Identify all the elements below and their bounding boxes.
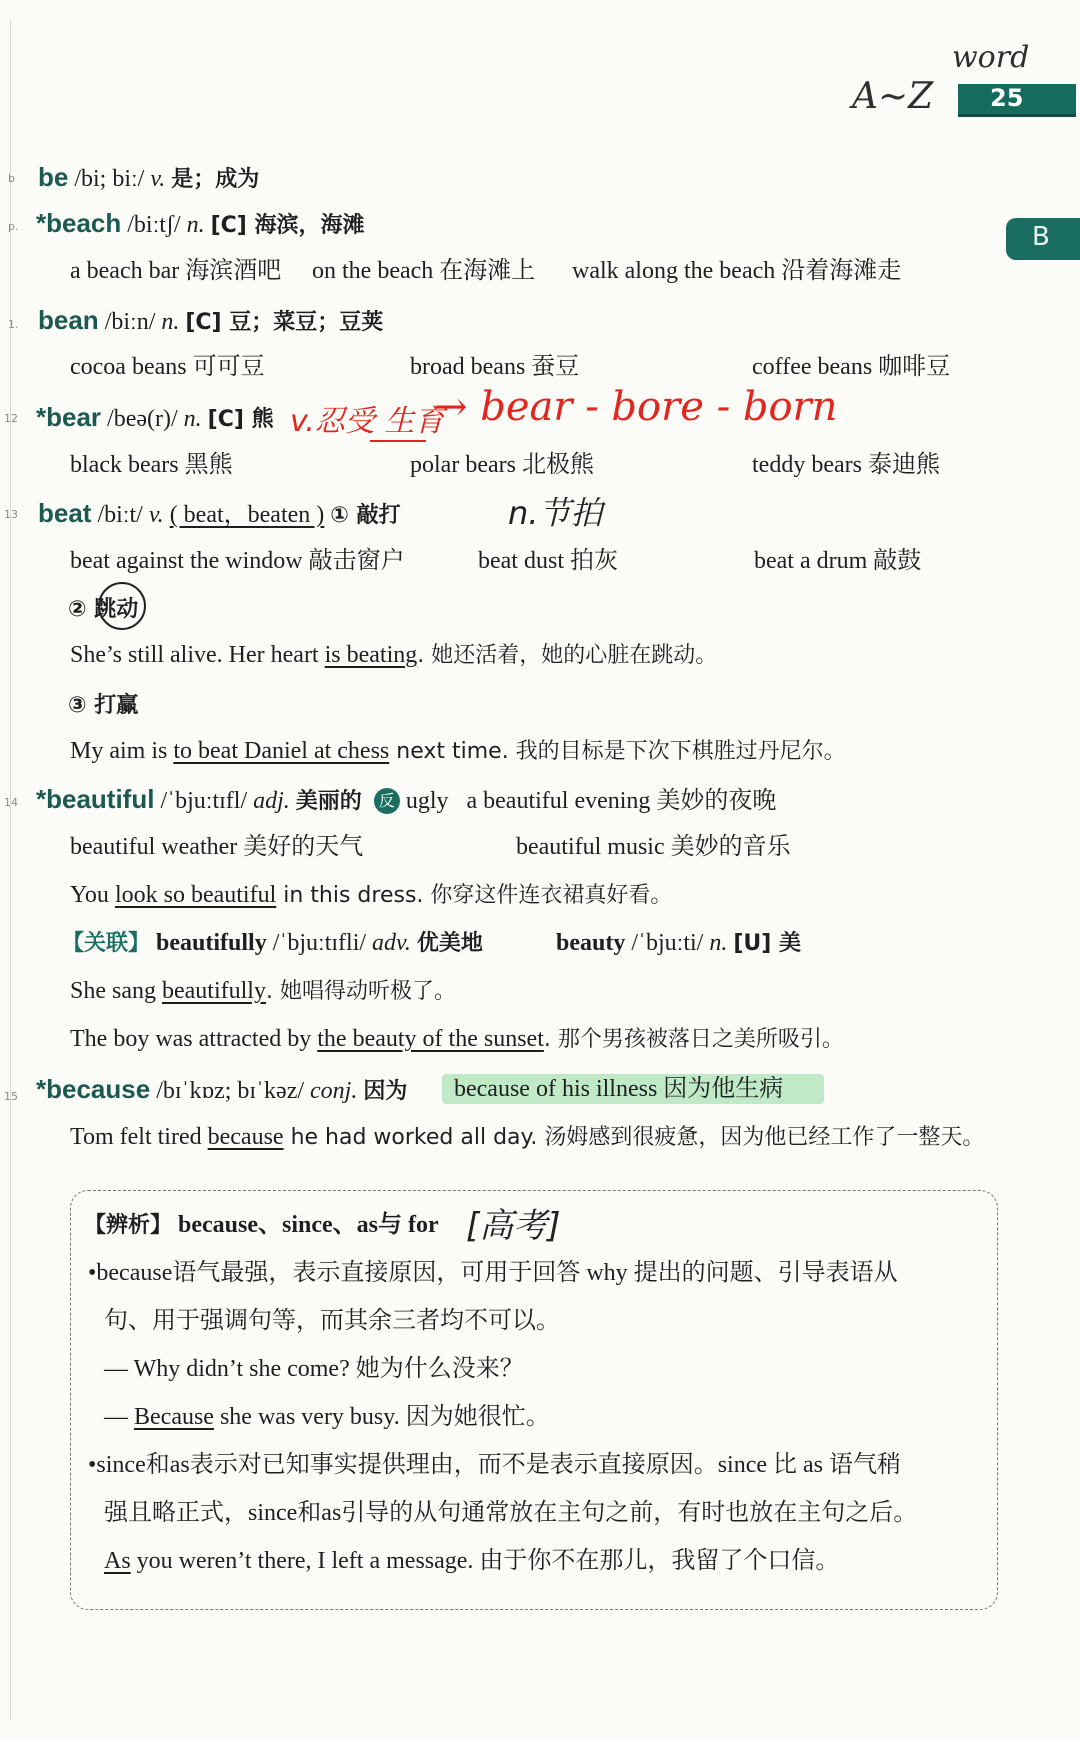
analysis-bullet: •since和as表示对已知事实提供理由，而不是表示直接原因。since 比 as 语气稍	[88, 1452, 902, 1478]
example: beautiful music 美妙的音乐	[516, 834, 791, 860]
handwritten-note-beat: n.节拍	[508, 494, 603, 532]
analysis-text: 强且略正式，since和as引导的从句通常放在主句之前，有时也放在主句之后。	[104, 1500, 918, 1526]
highlighted-phrase: because of his illness 因为他生病	[454, 1076, 784, 1102]
antonym-badge: 反	[374, 788, 400, 814]
headword: bean	[38, 305, 99, 335]
side-tab-letter: B	[1032, 222, 1050, 252]
meaning: [C] 豆；菜豆；豆荚	[185, 310, 384, 335]
phonetic: /ˈbjuːtɪfl/	[160, 788, 248, 814]
related-word-2: beauty /ˈbjuːti/ n. [U] 美	[556, 930, 801, 956]
entry-bean	[38, 305, 383, 338]
handwritten-underline	[370, 440, 426, 442]
handwritten-forms-bear: → bear - bore - born	[434, 384, 838, 430]
part-of-speech: n.	[183, 406, 202, 432]
meaning: [C] 海滨，海滩	[210, 213, 365, 238]
phonetic: /bɪˈkɒz; bɪˈkəz/	[156, 1078, 305, 1104]
margin-number: 14	[4, 796, 18, 809]
example: a beach bar 海滨酒吧	[70, 258, 282, 284]
handwritten-note-bear: v.忍受 生育	[290, 404, 445, 439]
verb-forms: ( beat，beaten )	[169, 502, 325, 528]
example-sentence: The boy was attracted by the beauty of the sunset. 那个男孩被落日之美所吸引。	[70, 1026, 844, 1052]
entry-because	[36, 1074, 407, 1107]
phonetic: /bi; biː/	[74, 166, 145, 192]
headword: *beach	[36, 208, 122, 238]
sense-1: ① 敲打	[330, 503, 401, 528]
header-az: A~Z	[852, 76, 934, 117]
example-sentence: My aim is to beat Daniel at chess next time. 我的目标是下次下棋胜过丹尼尔。	[70, 738, 846, 764]
phonetic: /biːt/	[97, 502, 143, 528]
analysis-label: 【辨析】	[84, 1213, 173, 1238]
sense-3: ③ 打赢	[68, 693, 139, 718]
example: walk along the beach 沿着海滩走	[572, 258, 902, 284]
headword: beat	[38, 498, 92, 528]
handwritten-note-box: [高考]	[466, 1206, 561, 1246]
part-of-speech: v.	[150, 166, 166, 192]
headword: be	[38, 162, 69, 192]
analysis-heading: because、since、as与 for	[178, 1212, 439, 1238]
analysis-dialog: — Why didn’t she come? 她为什么没来？	[104, 1356, 524, 1382]
related-words: 【关联】 beautifully /ˈbjuːtɪfli/ adv. 优美地	[62, 930, 483, 956]
example: coffee beans 咖啡豆	[752, 354, 951, 380]
entry-beach	[36, 208, 365, 241]
analysis-text: 句、用于强调句等，而其余三者均不可以。	[104, 1308, 560, 1334]
headword: *bear	[36, 402, 102, 432]
meaning: [C] 熊	[207, 407, 274, 432]
entry-be	[38, 162, 259, 195]
margin-number: 13	[4, 508, 18, 521]
headword: *beautiful	[36, 784, 155, 814]
example: beat against the window 敲击窗户	[70, 548, 405, 574]
phonetic: /beə(r)/	[107, 406, 178, 432]
analysis-example: As you weren’t there, I left a message. 由于你不在那儿，我留了个口信。	[104, 1548, 840, 1574]
sense-2: ② 跳动	[68, 597, 139, 622]
entry-bear	[36, 402, 274, 435]
analysis-bullet: •because语气最强，表示直接原因，可用于回答 why 提出的问题、引导表语从	[88, 1260, 898, 1286]
example: on the beach 在海滩上	[312, 258, 536, 284]
example: broad beans 蚕豆	[410, 354, 580, 380]
phonetic: /biːn/	[104, 309, 156, 335]
example-sentence: She’s still alive. Her heart is beating. 她还活着，她的心脏在跳动。	[70, 642, 718, 668]
margin-number: 1.	[8, 318, 19, 331]
headword: *because	[36, 1074, 151, 1104]
entry-beat	[38, 498, 401, 531]
analysis-dialog: — Because she was very busy. 因为她很忙。	[104, 1404, 550, 1430]
example-sentence: You look so beautiful in this dress. 你穿这件连衣裙真好看。	[70, 882, 673, 908]
handwritten-circle	[98, 582, 146, 630]
page-number: 25	[990, 84, 1024, 112]
phonetic: /biːtʃ/	[127, 212, 181, 238]
antonym: ugly	[405, 788, 449, 814]
entry-beautiful	[36, 784, 776, 817]
margin-line	[10, 20, 11, 1720]
part-of-speech: conj.	[310, 1078, 358, 1104]
example-sentence: Tom felt tired because he had worked all day. 汤姆感到很疲惫，因为他已经工作了一整天。	[70, 1124, 985, 1150]
example: beautiful weather 美好的天气	[70, 834, 364, 860]
meaning: 美丽的	[295, 789, 362, 814]
margin-number: p.	[8, 220, 19, 233]
example: teddy bears 泰迪熊	[752, 452, 940, 478]
part-of-speech: n.	[161, 309, 180, 335]
margin-number: 15	[4, 1090, 18, 1103]
example: polar bears 北极熊	[410, 452, 594, 478]
part-of-speech: n.	[186, 212, 205, 238]
example: a beautiful evening 美妙的夜晚	[466, 788, 777, 814]
header-word: word	[952, 40, 1030, 75]
related-label: 【关联】	[62, 931, 151, 956]
example: beat dust 拍灰	[478, 548, 618, 574]
example: cocoa beans 可可豆	[70, 354, 265, 380]
part-of-speech: adj.	[253, 788, 290, 814]
meaning: 是；成为	[171, 167, 260, 192]
meaning: 因为	[363, 1079, 408, 1104]
example: black bears 黑熊	[70, 452, 233, 478]
margin-number: b	[8, 172, 15, 185]
margin-number: 12	[4, 412, 18, 425]
example-sentence: She sang beautifully. 她唱得动听极了。	[70, 978, 456, 1004]
part-of-speech: v.	[148, 502, 164, 528]
analysis-title	[84, 1210, 439, 1241]
example: beat a drum 敲鼓	[754, 548, 922, 574]
